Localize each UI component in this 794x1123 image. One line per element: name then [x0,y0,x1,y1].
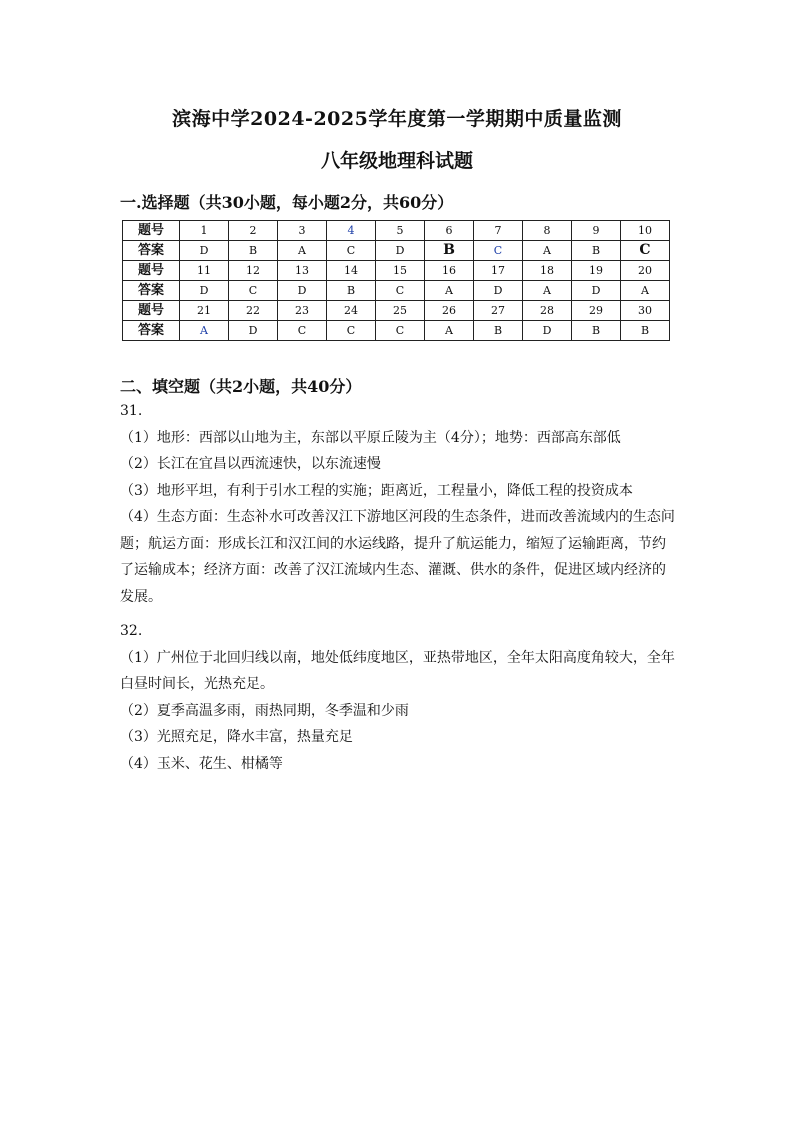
answer-cell: A [278,241,327,261]
question-31-number: 31. [120,403,143,419]
answer-cell: A [621,281,670,301]
row-label: 答案 [123,281,180,301]
answer-cell: C [327,321,376,341]
answer-cell: A [523,241,572,261]
answer-cell: C [621,241,670,261]
question-number: 24 [327,301,376,321]
exam-title: 滨海中学2024-2025学年度第一学期期中质量监测 [172,108,622,130]
answer-cell: D [474,281,523,301]
table-row-numbers [123,261,670,281]
answer-cell: A [180,321,229,341]
question-31-item-2: （2）长江在宜昌以西流速快，以东流速慢 [120,456,381,472]
answer-cell: B [572,321,621,341]
row-label: 题号 [123,261,180,281]
question-number: 10 [621,221,670,241]
answer-cell: A [425,321,474,341]
answer-cell: A [523,281,572,301]
section2-heading: 二、填空题（共2小题，共40分） [120,377,362,396]
question-number: 9 [572,221,621,241]
answer-cell: C [278,321,327,341]
question-number: 13 [278,261,327,281]
question-31-item-4: （4）生态方面：生态补水可改善汉江下游地区河段的生态条件，进而改善流域内的生态问题；航运方面：形成长江和汉江间的水运线路，提升了航运能力，缩短了运输距离，节约了运输成本；经济方面：改善了汉江流域内生态、灌溉、供水的条件，促进区域内经济的发展。 [120,509,675,605]
table-row-answers [123,321,670,341]
question-number: 19 [572,261,621,281]
answer-cell: B [621,321,670,341]
answer-cell: C [474,241,523,261]
section1-heading: 一.选择题（共30小题，每小题2分，共60分） [120,193,454,212]
row-label: 答案 [123,241,180,261]
answer-table [122,220,670,341]
question-number: 22 [229,301,278,321]
answer-cell: A [425,281,474,301]
question-number: 15 [376,261,425,281]
question-32-item-4: （4）玉米、花生、柑橘等 [120,755,283,772]
answer-cell: D [180,281,229,301]
table-row-numbers [123,301,670,321]
answer-cell: D [180,241,229,261]
question-number: 21 [180,301,229,321]
answer-cell: C [229,281,278,301]
answer-cell: D [572,281,621,301]
question-32-item-1: （1）广州位于北回归线以南，地处低纬度地区，亚热带地区，全年太阳高度角较大，全年白昼时间长，光热充足。 [120,649,675,692]
answer-cell: B [327,281,376,301]
answer-cell: B [229,241,278,261]
question-32-item-3: （3）光照充足，降水丰富，热量充足 [120,729,353,745]
question-number: 16 [425,261,474,281]
question-number: 12 [229,261,278,281]
question-number: 28 [523,301,572,321]
question-number: 30 [621,301,670,321]
answer-body [120,398,676,777]
answer-cell: C [327,241,376,261]
exam-subtitle: 八年级地理科试题 [320,150,473,172]
table-row-numbers [123,221,670,241]
question-number: 20 [621,261,670,281]
question-31-item-1: （1）地形：西部以山地为主，东部以平原丘陵为主（4分）；地势：西部高东部低 [120,429,621,446]
question-number: 23 [278,301,327,321]
question-number: 3 [278,221,327,241]
question-number: 17 [474,261,523,281]
question-32-number: 32. [120,623,143,639]
question-number: 26 [425,301,474,321]
answer-cell: D [229,321,278,341]
question-number: 8 [523,221,572,241]
answer-cell: D [278,281,327,301]
answer-cell: C [376,321,425,341]
row-label: 题号 [123,301,180,321]
question-number: 5 [376,221,425,241]
question-31-item-3: （3）地形平坦，有利于引水工程的实施；距离近，工程量小，降低工程的投资成本 [120,482,633,499]
question-32-item-2: （2）夏季高温多雨，雨热同期，冬季温和少雨 [120,702,409,719]
question-number: 18 [523,261,572,281]
question-number: 2 [229,221,278,241]
question-number: 29 [572,301,621,321]
question-number: 4 [327,221,376,241]
question-number: 6 [425,221,474,241]
row-label: 题号 [123,221,180,241]
question-number: 25 [376,301,425,321]
question-number: 7 [474,221,523,241]
answer-cell: D [523,321,572,341]
answer-cell: B [425,241,474,261]
table-row-answers [123,241,670,261]
answer-cell: B [474,321,523,341]
question-number: 11 [180,261,229,281]
answer-cell: D [376,241,425,261]
answer-cell: B [572,241,621,261]
question-number: 27 [474,301,523,321]
row-label: 答案 [123,321,180,341]
answer-cell: C [376,281,425,301]
table-row-answers [123,281,670,301]
question-number: 14 [327,261,376,281]
question-number: 1 [180,221,229,241]
